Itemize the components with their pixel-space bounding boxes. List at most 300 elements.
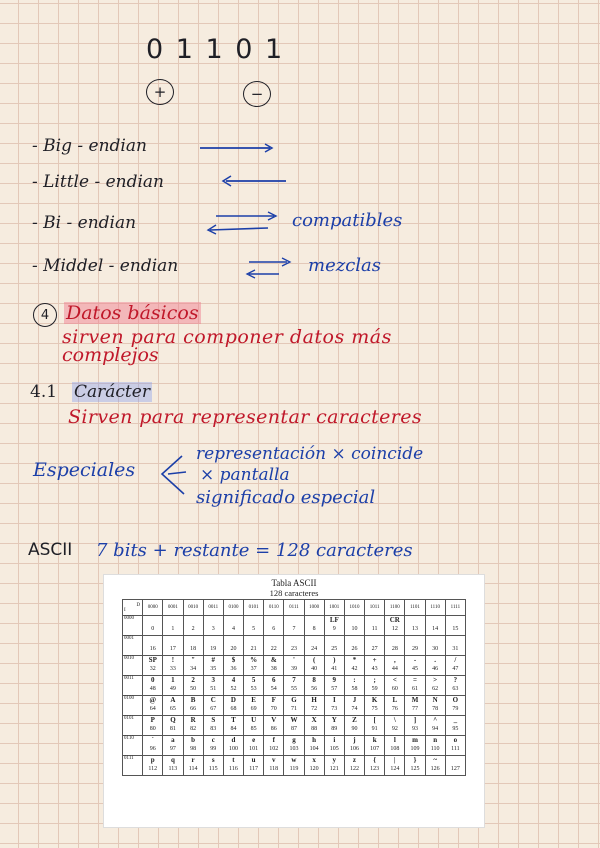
- ascii-cell-char: ): [333, 656, 336, 664]
- ascii-cell-char: f: [272, 736, 275, 744]
- ascii-cell-char: [345, 616, 364, 625]
- ascii-cell-char: m: [412, 736, 418, 744]
- ascii-cell: [445, 656, 465, 676]
- ascii-cell-code: 114: [188, 766, 198, 772]
- ascii-cell-char: CR: [389, 616, 400, 624]
- ascii-cell: [405, 636, 425, 656]
- ascii-row: [123, 676, 466, 696]
- ascii-cell: [405, 656, 425, 676]
- ascii-cell: [284, 696, 304, 716]
- ascii-cell-char: s: [211, 756, 215, 764]
- ascii-cell: [163, 656, 183, 676]
- ascii-cell-code: 107: [370, 746, 380, 752]
- ascii-cell-char: S: [211, 716, 216, 724]
- ascii-cell-code: 105: [329, 746, 339, 752]
- ascii-cell-char: [426, 616, 445, 625]
- ascii-cell: [183, 736, 203, 756]
- ascii-cell-char: [244, 616, 263, 625]
- ascii-cell-char: P: [150, 716, 155, 724]
- ascii-cell: [405, 716, 425, 736]
- ascii-cell-char: U: [251, 716, 257, 724]
- ascii-cell-char: *: [352, 656, 357, 664]
- ascii-cell-code: 2: [191, 626, 195, 632]
- ascii-cell-char: t: [232, 756, 235, 764]
- especiales-label: Especiales: [33, 459, 136, 481]
- ascii-cell: [183, 696, 203, 716]
- ascii-cell-code: 124: [390, 766, 400, 772]
- ascii-cell-char: %: [250, 656, 258, 664]
- ascii-cell-code: 48: [149, 686, 156, 692]
- bidirectional-arrows-icon: [204, 208, 284, 238]
- ascii-cell-code: 54: [270, 686, 277, 692]
- ascii-cell-char: J: [352, 696, 357, 704]
- ascii-cell-char: i: [333, 736, 336, 744]
- ascii-cell: [445, 716, 465, 736]
- ascii-cell: [324, 656, 344, 676]
- ascii-cell: [425, 656, 445, 676]
- ascii-column-header: 0100: [223, 600, 243, 616]
- ascii-cell-code: 66: [190, 706, 197, 712]
- ascii-column-header: 1101: [405, 600, 425, 616]
- ascii-table-subtitle: 128 caracteres: [269, 588, 319, 598]
- ascii-cell: [264, 656, 284, 676]
- section-4-circle: [33, 303, 57, 327]
- ascii-cell-char: [426, 636, 445, 645]
- ascii-cell-code: 70: [270, 706, 277, 712]
- ascii-cell-char: D: [230, 696, 236, 704]
- ascii-cell: [264, 756, 284, 776]
- ascii-cell-char: [345, 636, 364, 645]
- ascii-cell-char: [446, 636, 465, 645]
- ascii-cell-char: .: [434, 656, 437, 664]
- ascii-cell-code: 91: [371, 726, 378, 732]
- ascii-cell-char: 4: [231, 676, 236, 684]
- ascii-cell: [244, 736, 264, 756]
- ascii-cell: [385, 676, 405, 696]
- ascii-cell: [203, 676, 223, 696]
- ascii-cell: [304, 716, 324, 736]
- ascii-cell-code: 78: [432, 706, 439, 712]
- ascii-cell: [304, 656, 324, 676]
- ascii-cell-char: W: [290, 716, 298, 724]
- ascii-cell-char: 8: [312, 676, 316, 684]
- ascii-cell-code: 95: [452, 726, 459, 732]
- ascii-cell: [385, 696, 405, 716]
- ascii-cell-code: 109: [410, 746, 420, 752]
- ascii-row-header: 0101: [123, 716, 143, 736]
- ascii-cell: [163, 636, 183, 656]
- ascii-cell-code: 51: [210, 686, 217, 692]
- ascii-cell-char: G: [291, 696, 297, 704]
- ascii-cell-code: 7: [292, 626, 296, 632]
- ascii-cell-char: [: [373, 716, 376, 724]
- ascii-cell-char: [163, 616, 182, 625]
- ascii-cell: [445, 636, 465, 656]
- ascii-cell: [163, 736, 183, 756]
- ascii-cell-char: y: [332, 756, 337, 764]
- ascii-cell-code: 83: [210, 726, 217, 732]
- especiales-item-1: representación × coincide: [196, 444, 424, 464]
- ascii-row-header: 0110: [123, 736, 143, 756]
- ascii-cell: [163, 616, 183, 636]
- ascii-grid: [122, 599, 466, 776]
- ascii-cell-char: 2: [191, 676, 195, 684]
- ascii-cell-char: SP: [148, 656, 157, 664]
- ascii-cell-code: 14: [432, 626, 439, 632]
- ascii-cell: [143, 736, 163, 756]
- ascii-cell: [284, 756, 304, 776]
- ascii-cell: [223, 696, 243, 716]
- ascii-cell-code: 93: [411, 726, 418, 732]
- ascii-cell-code: 21: [250, 646, 257, 652]
- ascii-cell: [264, 676, 284, 696]
- ascii-cell-code: 57: [331, 686, 338, 692]
- ascii-cell-code: 112: [148, 766, 158, 772]
- ascii-cell: [425, 736, 445, 756]
- ascii-cell-code: 1: [171, 626, 175, 632]
- ascii-cell-char: l: [393, 736, 396, 744]
- ascii-corner-top: D: [136, 602, 141, 608]
- ascii-cell-code: 67: [210, 706, 217, 712]
- section-4-text-line1: sirven para componer datos más: [62, 326, 392, 348]
- ascii-cell-code: 62: [432, 686, 439, 692]
- ascii-cell-code: 97: [169, 746, 176, 752]
- ascii-row: [123, 696, 466, 716]
- ascii-cell: [385, 616, 405, 636]
- ascii-cell-char: _: [453, 716, 458, 724]
- ascii-cell: [324, 756, 344, 776]
- ascii-cell: [304, 756, 324, 776]
- ascii-cell-char: 3: [211, 676, 216, 684]
- ascii-cell-code: 50: [190, 686, 197, 692]
- ascii-cell-code: 102: [269, 746, 279, 752]
- minus-sign: −: [250, 85, 264, 103]
- ascii-cell: [304, 636, 324, 656]
- ascii-cell: [425, 616, 445, 636]
- ascii-cell: [365, 636, 385, 656]
- ascii-cell-char: u: [251, 756, 256, 764]
- ascii-cell-char: [325, 636, 344, 645]
- ascii-cell: [405, 616, 425, 636]
- ascii-cell-code: 4: [231, 626, 235, 632]
- ascii-cell: [183, 676, 203, 696]
- ascii-cell-char: V: [271, 716, 277, 724]
- section-4-text-line2: complejos: [62, 344, 159, 366]
- ascii-cell: [385, 636, 405, 656]
- ascii-cell-code: 94: [432, 726, 439, 732]
- ascii-cell-char: \: [393, 716, 396, 724]
- ascii-cell-char: L: [392, 696, 398, 704]
- ascii-cell-char: [446, 616, 465, 625]
- ascii-cell-char: [184, 616, 203, 625]
- ascii-cell-code: 26: [351, 646, 358, 652]
- ascii-cell-code: 87: [290, 726, 297, 732]
- ascii-cell-char: H: [311, 696, 317, 704]
- ascii-cell-code: 16: [149, 646, 156, 652]
- ascii-cell: [244, 756, 264, 776]
- ascii-cell: [203, 756, 223, 776]
- ascii-cell-code: 106: [349, 746, 359, 752]
- ascii-cell-code: 0: [151, 626, 155, 632]
- ascii-column-header: 1010: [344, 600, 364, 616]
- ascii-cell: [284, 676, 304, 696]
- ascii-cell-char: LF: [329, 616, 339, 624]
- ascii-cell-code: 101: [249, 746, 259, 752]
- ascii-cell-char: &: [270, 656, 277, 664]
- ascii-cell: [365, 716, 385, 736]
- ascii-cell-code: 10: [351, 626, 358, 632]
- ascii-cell: [304, 616, 324, 636]
- ascii-cell-code: 44: [391, 666, 398, 672]
- ascii-cell-code: 88: [311, 726, 318, 732]
- ascii-cell: [223, 616, 243, 636]
- ascii-cell-code: 11: [371, 626, 378, 632]
- ascii-cell: [445, 736, 465, 756]
- ascii-cell: [344, 716, 364, 736]
- ascii-cell: [324, 676, 344, 696]
- ascii-table-title: Tabla ASCII: [271, 578, 317, 588]
- ascii-cell-code: 86: [270, 726, 277, 732]
- ascii-row-header: 0100: [123, 696, 143, 716]
- ascii-cell-code: 15: [452, 626, 459, 632]
- ascii-cell-code: 31: [452, 646, 459, 652]
- ascii-cell-char: e: [252, 736, 256, 744]
- ascii-cell-char: ]: [413, 716, 417, 724]
- ascii-cell-code: 22: [270, 646, 277, 652]
- ascii-row: [123, 716, 466, 736]
- ascii-cell-char: r: [191, 756, 195, 764]
- little-endian-label: - Little - endian: [32, 172, 164, 192]
- ascii-cell: [425, 676, 445, 696]
- ascii-cell: [264, 636, 284, 656]
- ascii-cell-code: 120: [309, 766, 319, 772]
- ascii-cell-code: 122: [349, 766, 359, 772]
- ascii-cell-char: 5: [251, 676, 256, 684]
- ascii-cell-char: [284, 636, 303, 645]
- ascii-cell-code: 5: [252, 626, 256, 632]
- ascii-cell-char: c: [211, 736, 215, 744]
- ascii-cell-code: 92: [391, 726, 398, 732]
- ascii-cell: [365, 696, 385, 716]
- ascii-cell: [304, 736, 324, 756]
- ascii-cell-code: 81: [169, 726, 176, 732]
- ascii-cell-char: [264, 636, 283, 645]
- ascii-cell-char: x: [312, 756, 316, 764]
- ascii-cell-char: =: [412, 676, 417, 684]
- ascii-cell-code: 6: [272, 626, 276, 632]
- ascii-cell-code: 96: [149, 746, 156, 752]
- section-41-title: [72, 382, 152, 402]
- ascii-cell-code: 121: [329, 766, 339, 772]
- ascii-cell: [425, 696, 445, 716]
- ascii-cell-code: 89: [331, 726, 338, 732]
- ascii-cell-code: 68: [230, 706, 237, 712]
- ascii-column-header: 1000: [304, 600, 324, 616]
- ascii-cell-code: 65: [169, 706, 176, 712]
- ascii-cell-char: [365, 636, 384, 645]
- ascii-cell-char: C: [210, 696, 216, 704]
- ascii-cell: [264, 716, 284, 736]
- ascii-cell-char: [405, 616, 424, 625]
- ascii-cell: [143, 636, 163, 656]
- ascii-cell-code: 28: [391, 646, 398, 652]
- ascii-cell: [264, 736, 284, 756]
- ascii-cell: [223, 656, 243, 676]
- ascii-cell-code: 8: [312, 626, 316, 632]
- ascii-table-image: [104, 575, 484, 827]
- ascii-cell-code: 103: [289, 746, 299, 752]
- ascii-cell-char: k: [372, 736, 377, 744]
- ascii-row-header: 0111: [123, 756, 143, 776]
- ascii-cell-code: 125: [410, 766, 420, 772]
- ascii-row: [123, 616, 466, 636]
- ascii-cell-char: [264, 616, 283, 625]
- ascii-cell: [344, 616, 364, 636]
- ascii-cell: [284, 736, 304, 756]
- ascii-column-header: 0101: [244, 600, 264, 616]
- ascii-row-header: 0010: [123, 656, 143, 676]
- ascii-cell-char: N: [432, 696, 438, 704]
- ascii-cell-char: `: [151, 736, 154, 744]
- ascii-cell-code: 113: [168, 766, 178, 772]
- ascii-cell-char: [244, 636, 263, 645]
- ascii-cell: [203, 696, 223, 716]
- ascii-cell-char: +: [372, 656, 377, 664]
- ascii-cell-char: R: [190, 716, 196, 724]
- ascii-cell: [365, 736, 385, 756]
- ascii-cell-char: X: [311, 716, 317, 724]
- ascii-cell: [284, 616, 304, 636]
- ascii-cell: [365, 616, 385, 636]
- ascii-cell: [324, 616, 344, 636]
- ascii-cell-char: $: [231, 656, 236, 664]
- ascii-cell: [405, 676, 425, 696]
- ascii-cell-char: [224, 616, 243, 625]
- ascii-cell: [244, 656, 264, 676]
- ascii-cell-char: E: [251, 696, 256, 704]
- ascii-cell-char: |: [394, 756, 396, 764]
- ascii-cell: [324, 636, 344, 656]
- ascii-cell-char: /: [454, 656, 457, 664]
- ascii-cell: [143, 756, 163, 776]
- ascii-cell-char: Y: [331, 716, 337, 724]
- ascii-cell: [163, 756, 183, 776]
- ascii-cell: [163, 696, 183, 716]
- ascii-cell-char: j: [353, 736, 356, 744]
- ascii-cell-code: 80: [149, 726, 156, 732]
- ascii-cell-code: 85: [250, 726, 257, 732]
- ascii-column-header: 1100: [385, 600, 405, 616]
- ascii-cell: [385, 656, 405, 676]
- ascii-row-header: 0000: [123, 616, 143, 636]
- ascii-cell-code: 73: [331, 706, 338, 712]
- ascii-cell: [365, 676, 385, 696]
- ascii-cell: [264, 696, 284, 716]
- ascii-cell-char: 7: [292, 676, 296, 684]
- ascii-cell: [445, 616, 465, 636]
- ascii-cell-char: K: [371, 696, 378, 704]
- ascii-cell-code: 42: [351, 666, 358, 672]
- ascii-cell-code: 82: [190, 726, 197, 732]
- ascii-cell-code: 64: [149, 706, 156, 712]
- ascii-row: [123, 756, 466, 776]
- ascii-cell: [244, 616, 264, 636]
- ascii-cell: [223, 756, 243, 776]
- ascii-cell-char: z: [352, 756, 357, 764]
- ascii-cell: [163, 716, 183, 736]
- ascii-cell-char: [305, 636, 324, 645]
- ascii-cell-char: T: [231, 716, 236, 724]
- ascii-cell: [304, 676, 324, 696]
- ascii-cell-code: 47: [452, 666, 459, 672]
- ascii-cell: [203, 656, 223, 676]
- ascii-cell: [425, 636, 445, 656]
- right-arrow-icon: [198, 141, 280, 155]
- ascii-cell-char: [204, 616, 223, 625]
- ascii-cell-code: 35: [210, 666, 217, 672]
- ascii-cell-code: 77: [411, 706, 418, 712]
- ascii-cell-code: 52: [230, 686, 237, 692]
- ascii-cell: [365, 656, 385, 676]
- ascii-cell: [304, 696, 324, 716]
- ascii-cell-char: }: [413, 756, 417, 764]
- ascii-cell: [183, 716, 203, 736]
- ascii-cell-code: 60: [391, 686, 398, 692]
- ascii-cell-code: 43: [371, 666, 378, 672]
- ascii-column-header: 1001: [324, 600, 344, 616]
- ascii-cell-char: [446, 756, 465, 765]
- plus-sign: +: [153, 83, 167, 101]
- ascii-cell-char: ': [292, 656, 295, 664]
- ascii-cell-char: [365, 616, 384, 625]
- ascii-cell-code: 29: [411, 646, 418, 652]
- ascii-cell-code: 19: [210, 646, 217, 652]
- ascii-cell: [244, 636, 264, 656]
- ascii-cell: [143, 616, 163, 636]
- ascii-cell-char: [224, 636, 243, 645]
- ascii-cell: [223, 676, 243, 696]
- minus-circle: [243, 81, 271, 107]
- section-4-title-text: Datos básicos: [66, 302, 199, 324]
- ascii-cell-char: [405, 636, 424, 645]
- ascii-cell-code: 98: [190, 746, 197, 752]
- ascii-cell-code: 17: [169, 646, 176, 652]
- ascii-cell-code: 46: [432, 666, 439, 672]
- ascii-cell: [344, 756, 364, 776]
- ascii-cell-char: [184, 636, 203, 645]
- ascii-cell-char: Q: [170, 716, 176, 724]
- ascii-corner-cell: [123, 600, 143, 616]
- ascii-cell-char: ~: [433, 756, 437, 764]
- ascii-cell-char: <: [392, 676, 397, 684]
- ascii-cell-code: 27: [371, 646, 378, 652]
- ascii-cell-char: [385, 636, 404, 645]
- section-4-title: [64, 302, 201, 324]
- ascii-cell-char: [284, 616, 303, 625]
- ascii-row: [123, 636, 466, 656]
- ascii-cell-char: F: [271, 696, 276, 704]
- ascii-cell-char: @: [149, 696, 157, 704]
- ascii-cell-char: [163, 636, 182, 645]
- ascii-cell: [405, 736, 425, 756]
- ascii-cell-code: 79: [452, 706, 459, 712]
- ascii-cell: [425, 756, 445, 776]
- ascii-cell-char: d: [231, 736, 236, 744]
- ascii-cell-code: 39: [290, 666, 297, 672]
- ascii-cell-char: [143, 616, 162, 625]
- ascii-cell-char: >: [433, 676, 438, 684]
- ascii-cell-code: 69: [250, 706, 257, 712]
